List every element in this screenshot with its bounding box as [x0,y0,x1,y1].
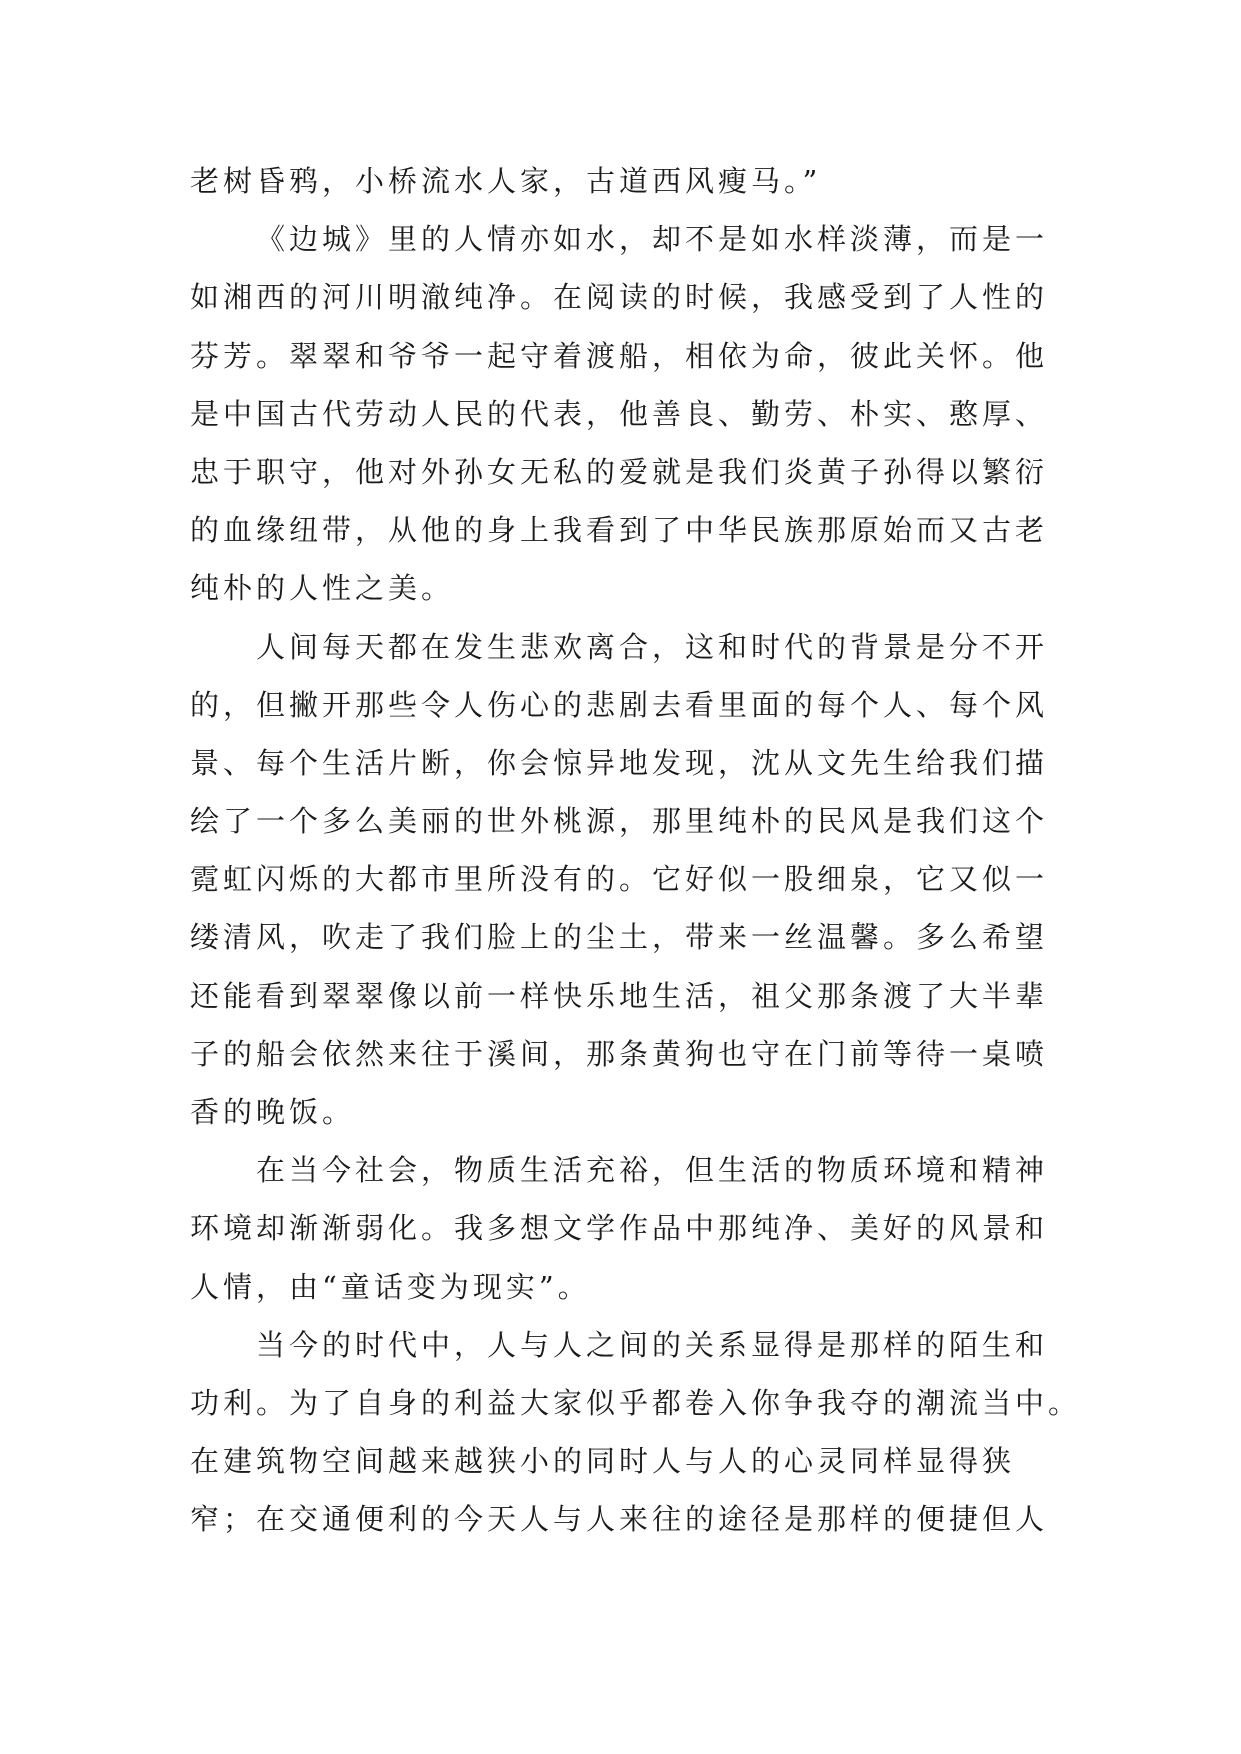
text-line: 窄；在交通便利的今天人与人来往的途径是那样的便捷但人 [190,1502,1049,1537]
text-line: 绘了一个多么美丽的世外桃源，那里纯朴的民风是我们这个 [190,804,1049,839]
text-line: 香的晚饭。 [190,1095,356,1129]
paragraph-start-line: 当今的时代中，人与人之间的关系显得是那样的陌生和 [256,1327,1049,1362]
paragraph-start-line: 《边城》里的人情亦如水，却不是如水样淡薄，而是一 [256,222,1049,257]
text-line: 在建筑物空间越来越狭小的同时人与人的心灵同样显得狭 [190,1444,1016,1479]
text-line: 环境却渐渐弱化。我多想文学作品中那纯净、美好的风景和 [190,1211,1049,1246]
text-line: 纯朴的人性之美。 [190,571,455,606]
text-line: 霓虹闪烁的大都市里所没有的。它好似一股细泉，它又似一 [190,862,1049,897]
text-line: 忠于职守，他对外孙女无私的爱就是我们炎黄子孙得以繁衍 [190,454,1049,489]
paragraph-start-line: 在当今社会，物质生活充裕，但生活的物质环境和精神 [256,1153,1049,1188]
text-line: 人情，由“童话变为现实”。 [190,1269,591,1304]
text-line: 景、每个生活片断，你会惊异地发现，沈从文先生给我们描 [190,745,1049,780]
paragraph-start-line: 人间每天都在发生悲欢离合，这和时代的背景是分不开 [256,629,1049,664]
text-line: 的血缘纽带，从他的身上我看到了中华民族那原始而又古老 [190,513,1049,548]
text-line: 还能看到翠翠像以前一样快乐地生活，祖父那条渡了大半辈 [190,978,1049,1013]
text-line: 芬芳。翠翠和爷爷一起守着渡船，相依为命，彼此关怀。他 [190,338,1049,373]
text-line: 的，但撇开那些令人伤心的悲剧去看里面的每个人、每个风 [190,687,1049,722]
text-line: 是中国古代劳动人民的代表，他善良、勤劳、朴实、憨厚、 [190,396,1049,431]
text-line: 老树昏鸦，小桥流水人家，古道西风瘦马。” [190,164,822,198]
text-line: 如湘西的河川明澈纯净。在阅读的时候，我感受到了人性的 [190,280,1049,315]
text-line: 功利。为了自身的利益大家似乎都卷入你争我夺的潮流当中。 [190,1385,1082,1420]
text-line: 子的船会依然来往于溪间，那条黄狗也守在门前等待一桌喷 [190,1036,1049,1071]
body-text [190,152,1082,1549]
text-line: 缕清风，吹走了我们脸上的尘土，带来一丝温馨。多么希望 [190,920,1049,955]
